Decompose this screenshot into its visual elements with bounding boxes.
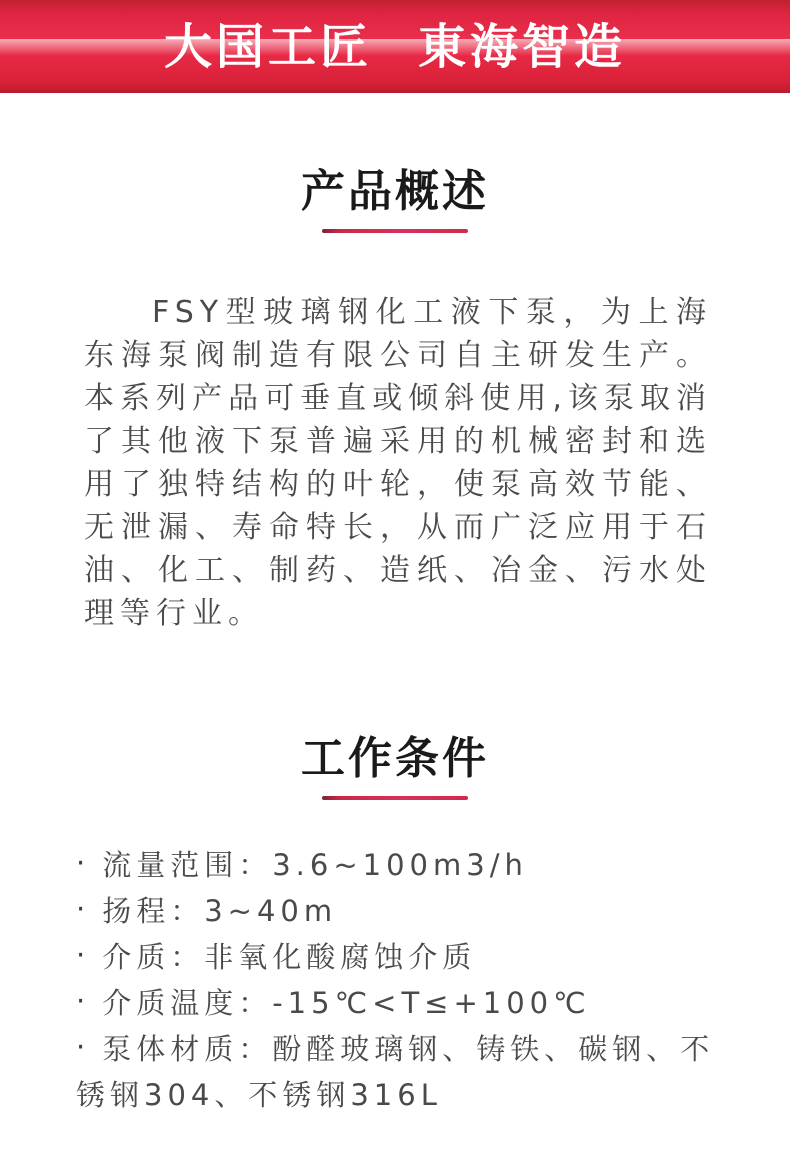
list-item — [76, 980, 722, 1026]
list-item — [76, 888, 722, 934]
bullet-icon: · — [76, 892, 91, 926]
bullet-icon: · — [76, 1030, 91, 1064]
overview-title-underline — [322, 229, 468, 233]
condition-flow-range: 流量范围：3.6~100m3/h — [102, 848, 528, 882]
conditions-section-title: 工作条件 — [301, 733, 489, 784]
list-item — [76, 934, 722, 980]
conditions-list — [76, 842, 722, 1118]
list-item — [76, 842, 722, 888]
condition-head: 扬程：3~40m — [102, 894, 338, 928]
conditions-title-underline — [322, 796, 468, 800]
banner-title-left: 大国工匠 — [163, 18, 372, 75]
bullet-icon: · — [76, 938, 91, 972]
list-item — [76, 1026, 722, 1118]
bullet-icon: · — [76, 984, 91, 1018]
banner-title-right: 東海智造 — [418, 18, 627, 75]
header-banner — [0, 0, 790, 93]
bullet-icon: · — [76, 846, 91, 880]
overview-section-title: 产品概述 — [301, 166, 489, 217]
overview-paragraph: FSY型玻璃钢化工液下泵，为上海东海泵阀制造有限公司自主研发生产。本系列产品可垂直或倾斜使用,该泵取消了其他液下泵普遍采用的机械密封和选用了独特结构的叶轮，使泵高效节能、无泄漏、寿命特长，从而广泛应用于石油、化工、制药、造纸、冶金、污水处理等行业。 — [84, 295, 712, 631]
condition-pump-material: 泵体材质：酚醛玻璃钢、铸铁、碳钢、不锈钢304、不锈钢316L — [76, 1032, 715, 1112]
condition-medium: 介质：非氧化酸腐蚀介质 — [102, 940, 477, 974]
condition-temperature: 介质温度：-15℃<T≤+100℃ — [102, 986, 591, 1020]
